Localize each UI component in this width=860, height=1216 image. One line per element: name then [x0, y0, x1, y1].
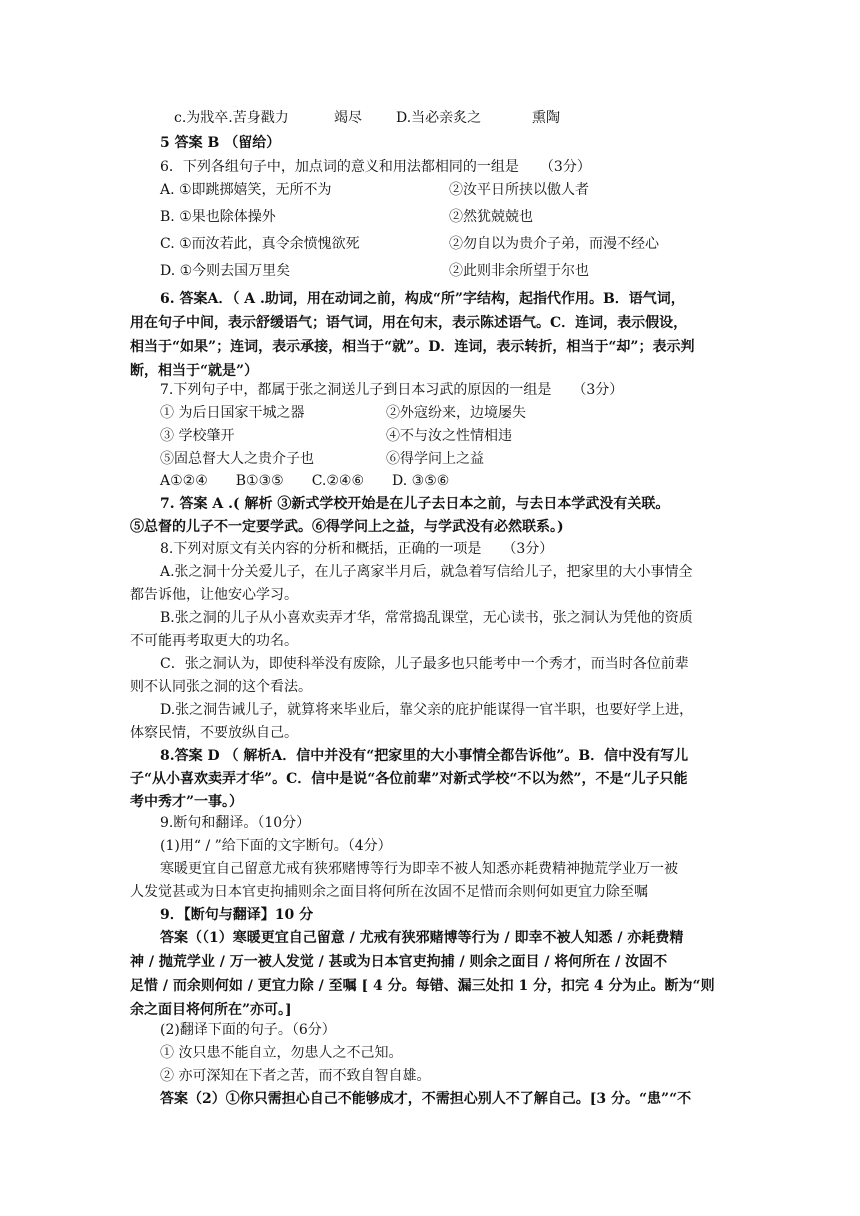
q9-answer1-line: 足惜 / 而余则何如 / 更宜力除 / 至嘱 [ 4 分。每错、漏三处扣 1 分，扣完 4 分为止。断为“则 [130, 978, 715, 994]
q8-option-c-line1: C．张之洞认为，即使科举没有废除，儿子最多也只能考中一个秀才，而当时各位前辈 [160, 656, 689, 672]
q6-answer-line: 相当于“如果”；连词，表示承接，相当于“就”。D．连词，表示转折，相当于“却”；表示判 [130, 339, 695, 355]
q5-option-c: c.为戕卒.苦身戳力 [174, 110, 289, 126]
q7-item-1: ① 为后日国家干城之器 [160, 405, 305, 421]
q9-answer1-line: 答案（（1）寒暖更宜自己留意 / 尤戒有狭邪赌博等行为 / 即幸不被人知悉 / 亦耗费精 [160, 930, 684, 946]
q9-passage-line: 人发觉甚或为日本官吏拘捕则余之面目将何所在汝固不足惜而余则何如更宜力除至嘱 [130, 884, 648, 900]
q6-stem: 6．下列各组句子中，加点词的意义和用法都相同的一组是 （3分） [160, 159, 591, 175]
q9-stem: 9.断句和翻译。（10分） [160, 815, 311, 831]
q9-answer1-line: 神 / 抛荒学业 / 万一被人发觉 / 甚或为日本官吏拘捕 / 则余之面目 / 将何所在 / 汝固不 [130, 954, 668, 970]
q6-option-b-left: B. ①果也除体操外 [160, 209, 276, 225]
q8-option-d-line1: D.张之洞告诫儿子，就算将来毕业后，靠父亲的庇护能谋得一官半职，也要好学上进， [160, 702, 694, 718]
q6-option-a-right: ②汝平日所挟以傲人者 [449, 182, 589, 198]
q9-sentence-1: ① 汝只患不能自立，勿患人之不己知。 [160, 1045, 403, 1061]
q8-option-a-line2: 都告诉他，让他安心学习。 [130, 587, 298, 603]
q8-option-a-line1: A.张之洞十分关爱儿子，在儿子离家半月后，就急着写信给儿子，把家里的大小事情全 [160, 564, 693, 580]
q9-sub1: (1)用“ / ”给下面的文字断句。（4分） [160, 838, 392, 854]
q7-item-6: ⑥得学问上之益 [386, 451, 484, 467]
q7-item-3: ③ 学校肇开 [160, 428, 235, 444]
q5-option-c-gloss: 竭尽 [334, 110, 362, 126]
q7-item-5: ⑤固总督大人之贵介子也 [160, 451, 314, 467]
q6-option-c-right: ②勿自以为贵介子弟，而漫不经心 [449, 236, 659, 252]
q9-sentence-2: ② 亦可深知在下者之苦，而不致自智自雄。 [160, 1068, 431, 1084]
q8-answer-line: 8.答案 D （ 解析A．信中并没有“把家里的大小事情全都告诉他”。B．信中没有写儿 [160, 748, 689, 764]
q8-answer-line: 子“从小喜欢卖弄才华”。C．信中是说“各位前辈”对新式学校“不以为然”，不是“儿子只能 [130, 771, 688, 787]
q8-option-c-line2: 则不认同张之洞的这个看法。 [130, 679, 312, 695]
q6-option-d-left: D. ①今则去国万里矣 [160, 263, 291, 279]
q6-option-b-right: ②然犹兢兢也 [449, 209, 533, 225]
q6-answer-line: 6. 答案A．（ A .助词，用在动词之前，构成“所”字结构，起指代作用。B．语气词， [160, 291, 685, 307]
q9-passage-line: 寒暖更宜自己留意尤戒有狭邪赌博等行为即幸不被人知悉亦耗费精神抛荒学业万一被 [160, 861, 678, 877]
q8-stem: 8.下列对原文有关内容的分析和概括，正确的一项是 （3分） [160, 541, 554, 557]
q8-option-b-line1: B.张之洞的儿子从小喜欢卖弄才华，常常捣乱课堂，无心读书，张之洞认为凭他的资质 [160, 610, 693, 626]
q8-option-b-line2: 不可能再考取更大的功名。 [130, 633, 298, 649]
q9-answer2-line: 答案（2）①你只需担心自己不能够成才，不需担心别人不了解自己。[3 分。“患”“不 [160, 1091, 692, 1107]
q9-heading: 9．【断句与翻译】10 分 [160, 907, 314, 923]
q7-stem: 7.下列句子中，都属于张之洞送儿子到日本习武的原因的一组是 （3分） [160, 382, 624, 398]
q6-option-c-left: C. ①而汝若此，真令余愤愧欲死 [160, 236, 360, 252]
q7-item-2: ②外寇纷来，边境屡失 [386, 405, 526, 421]
q6-option-d-right: ②此则非余所望于尔也 [449, 263, 589, 279]
q8-answer-line: 考中秀才”一事。） [130, 794, 244, 810]
q9-sub2: (2)翻译下面的句子。（6分） [160, 1022, 336, 1038]
q6-option-a-left: A. ①即跳掷嬉笑，无所不为 [160, 182, 332, 198]
q9-answer1-line: 余之面目将何所在”亦可。] [130, 1002, 292, 1018]
q7-answer-line: 7. 答案 A .( 解析 ③新式学校开始是在儿子去日本之前，与去日本学武没有关联。 [160, 496, 670, 512]
q5-option-d-gloss: 熏陶 [532, 110, 560, 126]
q7-item-4: ④不与汝之性情相违 [386, 428, 512, 444]
q6-answer-line: 断，相当于“就是”） [130, 363, 259, 379]
q5-option-d: D.当必亲炙之 [396, 110, 482, 126]
q7-choices: A①②④ B①③⑤ C.②④⑥ D. ③⑤⑥ [160, 473, 450, 489]
q6-answer-line: 用在句子中间，表示舒缓语气；语气词，用在句末，表示陈述语气。C．连词，表示假设， [130, 315, 688, 331]
q5-answer: 5 答案 B （留给） [160, 135, 281, 151]
q8-option-d-line2: 体察民情，不要放纵自己。 [130, 725, 298, 741]
q7-answer-line: ⑤总督的儿子不一定要学武。⑥得学问上之益，与学武没有必然联系。) [130, 519, 564, 535]
